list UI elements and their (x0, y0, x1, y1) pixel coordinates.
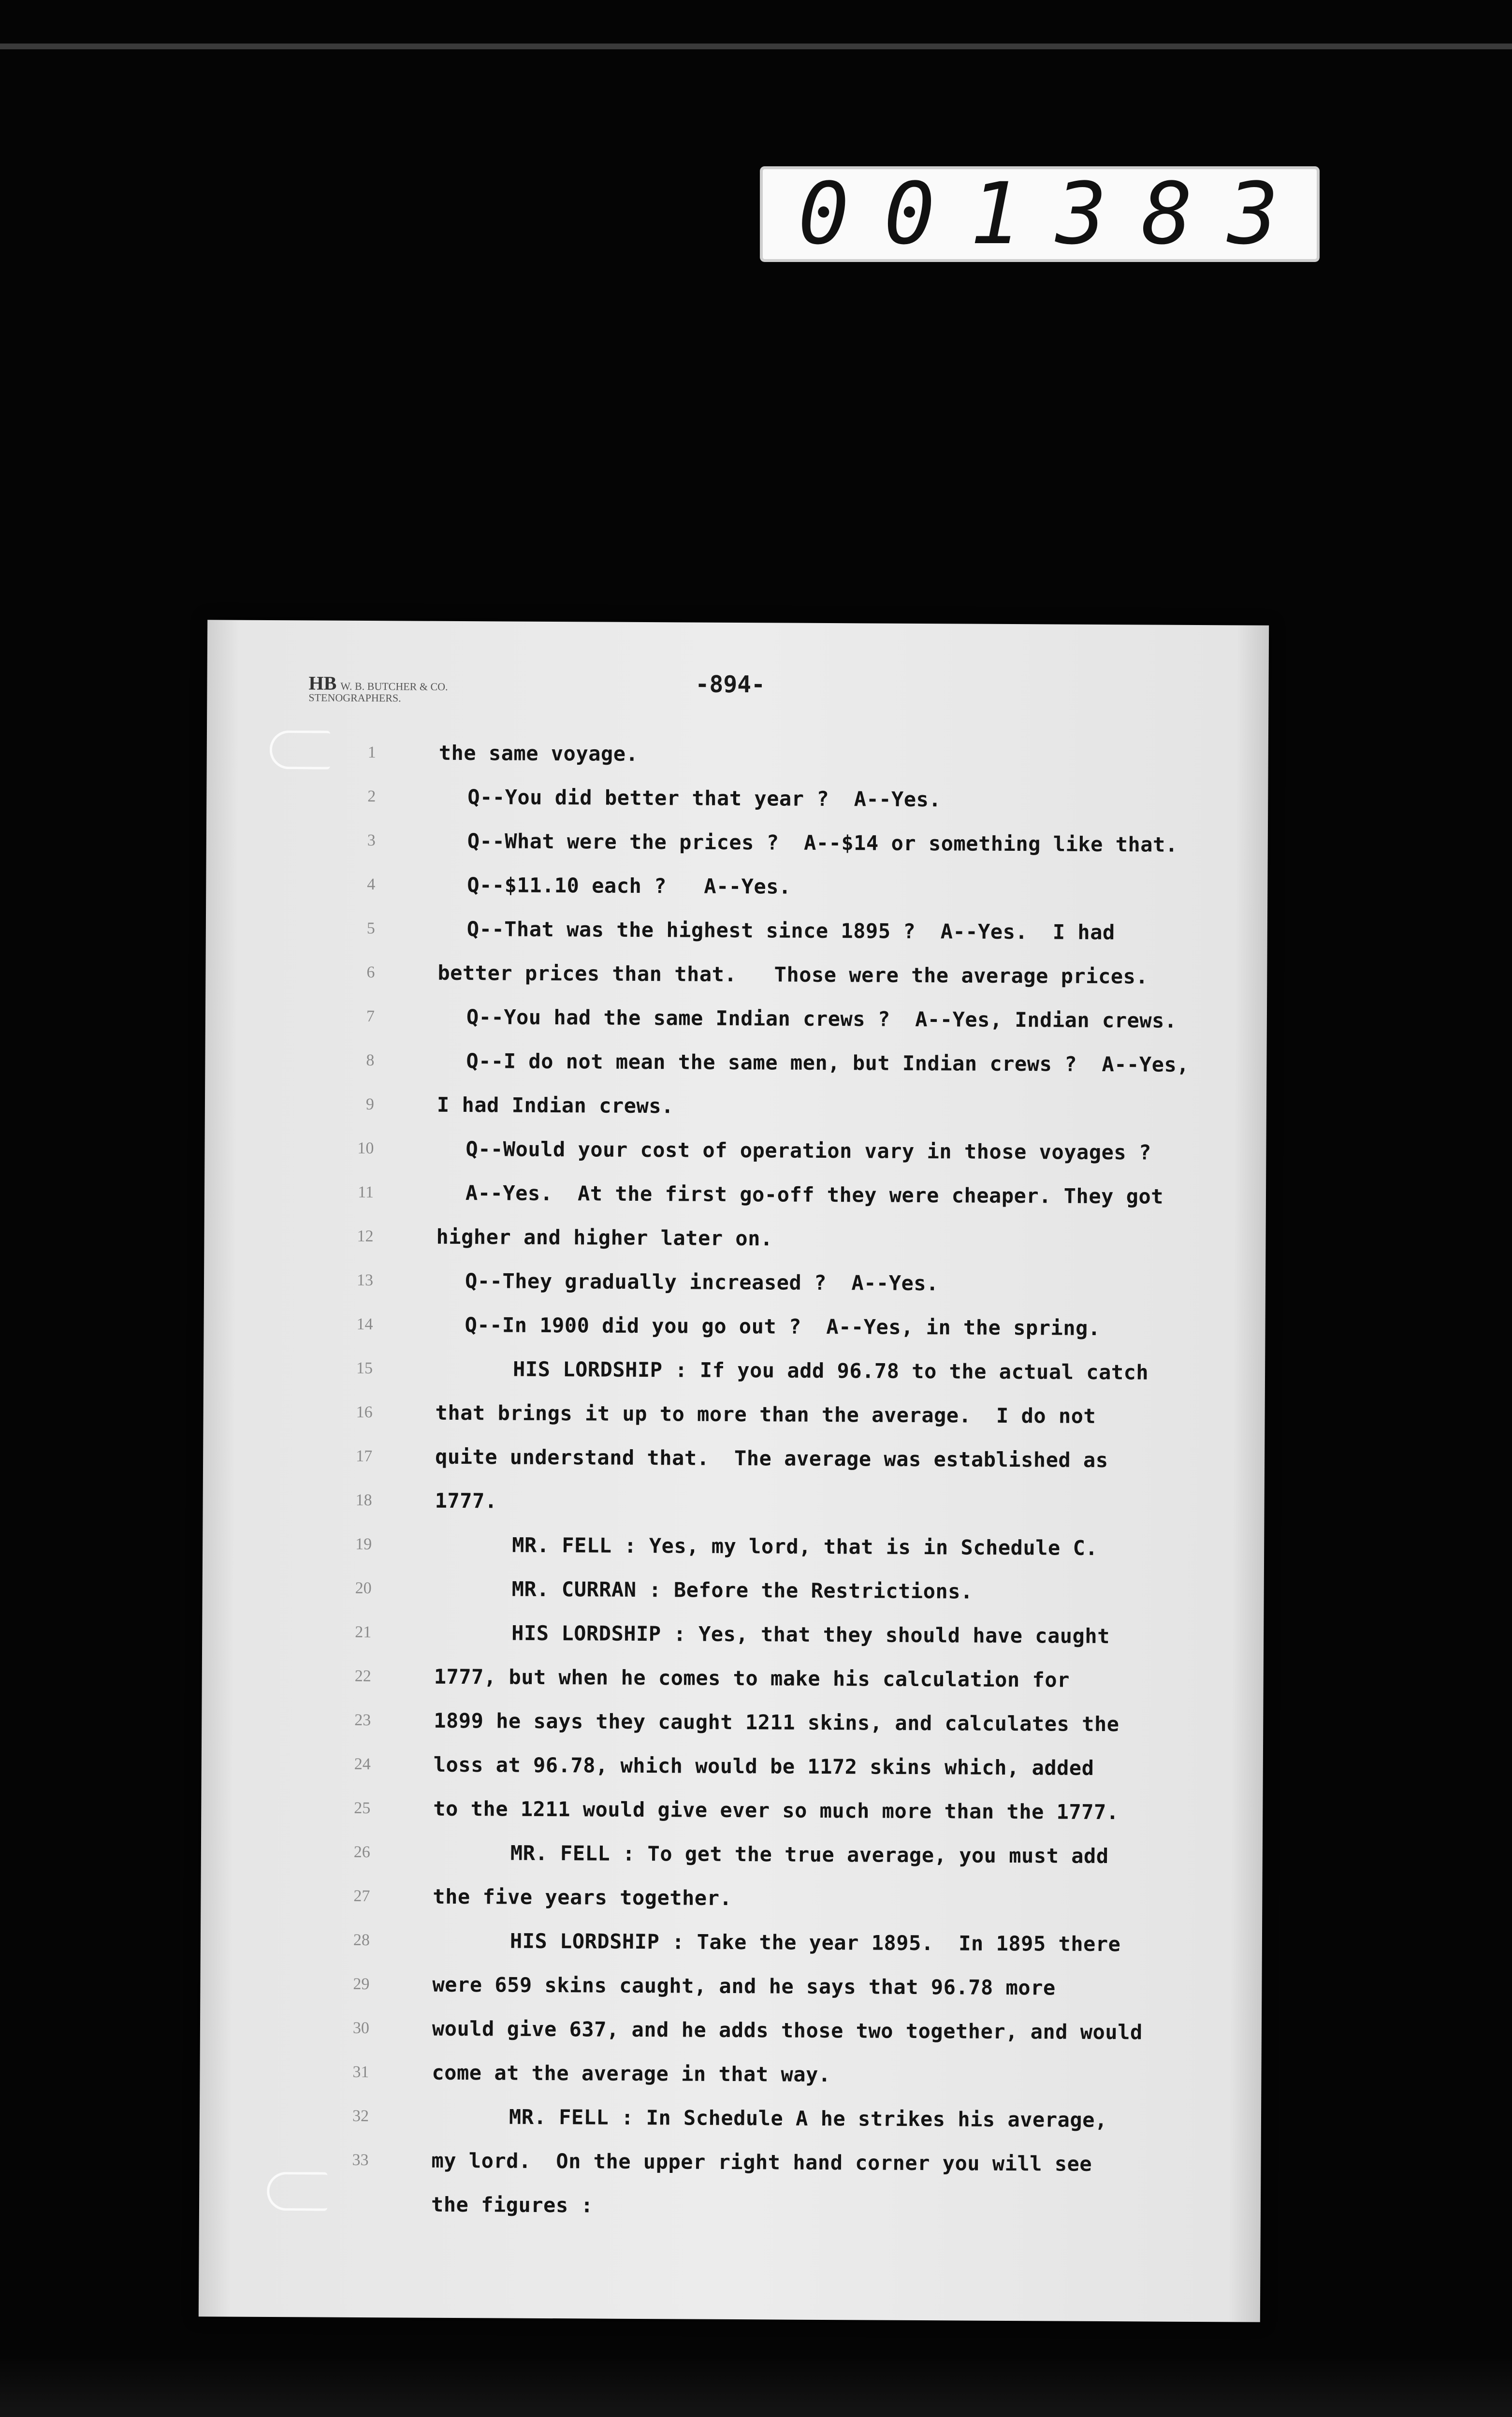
line-text: MR. FELL : In Schedule A he strikes his average, (509, 2105, 1107, 2132)
line-number: 10 (357, 1139, 374, 1158)
line-text: I had Indian crews. (436, 1092, 674, 1118)
transcript-line (204, 1223, 1265, 1272)
line-text: better prices than that. Those were the average prices. (437, 961, 1149, 989)
transcript-line (202, 1707, 1263, 1756)
transcript-line (206, 740, 1268, 788)
transcript-line (206, 916, 1267, 964)
line-number: 29 (353, 1975, 370, 1994)
line-number: 23 (354, 1711, 371, 1730)
transcript-line (202, 1663, 1263, 1712)
page-number: -894- (695, 670, 766, 699)
line-number: 6 (366, 963, 375, 982)
transcript-line (202, 1619, 1264, 1668)
line-number: 28 (353, 1931, 370, 1950)
line-text: Q--That was the highest since 1895 ? A--Yes. I had (466, 917, 1115, 945)
line-number: 19 (355, 1535, 372, 1554)
line-number: 4 (367, 875, 376, 894)
line-number: 30 (352, 2019, 370, 2038)
stamp-text: W. B. BUTCHER & CO. STENOGRAPHERS. (308, 680, 448, 704)
transcript-line (201, 1883, 1262, 1932)
line-number: 32 (352, 2107, 369, 2126)
line-text: MR. FELL : To get the true average, you must add (510, 1841, 1109, 1868)
transcript-line (199, 2191, 1261, 2240)
line-text: Q--You had the same Indian crews ? A--Yes, Indian crews. (466, 1005, 1177, 1033)
transcript-line (200, 2103, 1261, 2152)
transcript-line (203, 1399, 1265, 1448)
line-number: 2 (367, 787, 376, 806)
line-text: HIS LORDSHIP : Yes, that they should have caught (511, 1621, 1110, 1648)
line-number: 3 (367, 831, 376, 850)
line-text: MR. CURRAN : Before the Restrictions. (511, 1577, 973, 1603)
line-text: 1899 he says they caught 1211 skins, and calculates the (434, 1708, 1119, 1736)
line-number: 20 (355, 1579, 372, 1598)
transcript-line (205, 1004, 1267, 1052)
stamp-initials: HB (308, 672, 337, 694)
line-number: 31 (352, 2063, 369, 2082)
film-top-edge (0, 44, 1512, 49)
line-text: HIS LORDSHIP : If you add 96.78 to the actual catch (512, 1357, 1149, 1384)
line-text: A--Yes. At the first go-off they were cheaper. They got (465, 1181, 1164, 1208)
line-text: Q--$11.10 each ? A--Yes. (467, 873, 791, 899)
line-text: quite understand that. The average was established as (435, 1444, 1108, 1472)
frame-digit: 3 (1055, 164, 1110, 263)
line-text: Q--They gradually increased ? A--Yes. (465, 1269, 939, 1296)
frame-digit: 8 (1141, 164, 1196, 263)
line-text: my lord. On the upper right hand corner you will see (431, 2148, 1092, 2176)
line-text: HIS LORDSHIP : Take the year 1895. In 1895 there (509, 1929, 1121, 1956)
transcript-line (204, 1179, 1266, 1228)
transcript-line (203, 1487, 1264, 1536)
line-text: Q--Would your cost of operation vary in those voyages ? (465, 1137, 1151, 1165)
transcript-line (200, 2059, 1261, 2108)
line-number: 5 (366, 919, 375, 938)
line-text: that brings it up to more than the average. I do not (435, 1400, 1096, 1428)
transcript-line (201, 1751, 1263, 1800)
line-text: Q--I do not mean the same men, but Indian crews ? A--Yes, (466, 1049, 1190, 1077)
line-number: 27 (353, 1887, 370, 1906)
frame-digit: 3 (1227, 164, 1282, 263)
line-text: loss at 96.78, which would be 1172 skins which, added (433, 1752, 1094, 1780)
line-number: 13 (356, 1271, 374, 1290)
line-text: come at the average in that way. (432, 2060, 831, 2087)
transcript-line (205, 1048, 1266, 1096)
frame-number-card (763, 164, 1317, 263)
transcript-line (206, 784, 1268, 832)
transcript-line (200, 2015, 1262, 2064)
transcript-line (205, 960, 1267, 1008)
line-text: 1777. (435, 1488, 497, 1513)
line-number: 21 (355, 1623, 372, 1642)
frame-digit: 0 (798, 164, 852, 263)
line-text: the same voyage. (438, 741, 639, 766)
line-number: 26 (353, 1843, 370, 1862)
line-text: would give 637, and he adds those two together, and would (432, 2016, 1143, 2044)
transcript-line (206, 828, 1267, 876)
film-bottom-band (0, 2359, 1512, 2417)
line-number: 11 (358, 1183, 374, 1202)
transcript-page (199, 620, 1269, 2322)
line-text: MR. FELL : Yes, my lord, that is in Schedule C. (512, 1533, 1098, 1560)
line-text: to the 1211 would give ever so much more than the 1777. (433, 1796, 1119, 1824)
line-text: the five years together. (433, 1884, 732, 1910)
transcript-line (202, 1575, 1264, 1624)
line-number: 22 (354, 1667, 371, 1686)
transcript-line (203, 1443, 1265, 1492)
transcript-line (200, 1971, 1262, 2020)
line-number: 9 (365, 1095, 375, 1114)
line-text: were 659 skins caught, and he says that 96.78 more (432, 1972, 1056, 2000)
line-number: 15 (356, 1359, 373, 1378)
line-number: 14 (356, 1315, 373, 1334)
transcript-line (206, 872, 1267, 920)
line-number: 12 (357, 1227, 374, 1246)
line-number: 1 (367, 743, 376, 762)
line-number: 16 (356, 1403, 373, 1422)
transcript-line (199, 2147, 1261, 2196)
line-text: Q--What were the prices ? A--$14 or something like that. (467, 829, 1178, 857)
transcript-line (204, 1311, 1265, 1360)
line-number: 24 (354, 1755, 371, 1774)
line-text: the figures : (431, 2192, 594, 2217)
line-number: 25 (354, 1799, 371, 1818)
line-text: Q--In 1900 did you go out ? A--Yes, in the spring. (465, 1313, 1101, 1340)
stenographer-stamp (308, 672, 453, 704)
line-number: 17 (356, 1447, 373, 1466)
transcript-line (201, 1839, 1263, 1888)
line-number: 18 (355, 1491, 372, 1510)
frame-digit: 1 (970, 164, 1024, 263)
line-number: 7 (366, 1007, 375, 1026)
line-number: 33 (352, 2151, 369, 2169)
frame-digit: 0 (884, 164, 938, 263)
line-text: Q--You did better that year ? A--Yes. (467, 785, 942, 812)
transcript-line (205, 1092, 1266, 1140)
transcript-line (204, 1267, 1265, 1316)
transcript-line (204, 1136, 1266, 1184)
transcript-line (204, 1355, 1265, 1404)
transcript-line (201, 1795, 1263, 1844)
line-number: 8 (366, 1051, 375, 1070)
line-text: higher and higher later on. (436, 1224, 773, 1251)
line-text: 1777, but when he comes to make his calculation for (434, 1664, 1070, 1692)
transcript-line (203, 1531, 1264, 1580)
transcript-line (201, 1927, 1262, 1976)
